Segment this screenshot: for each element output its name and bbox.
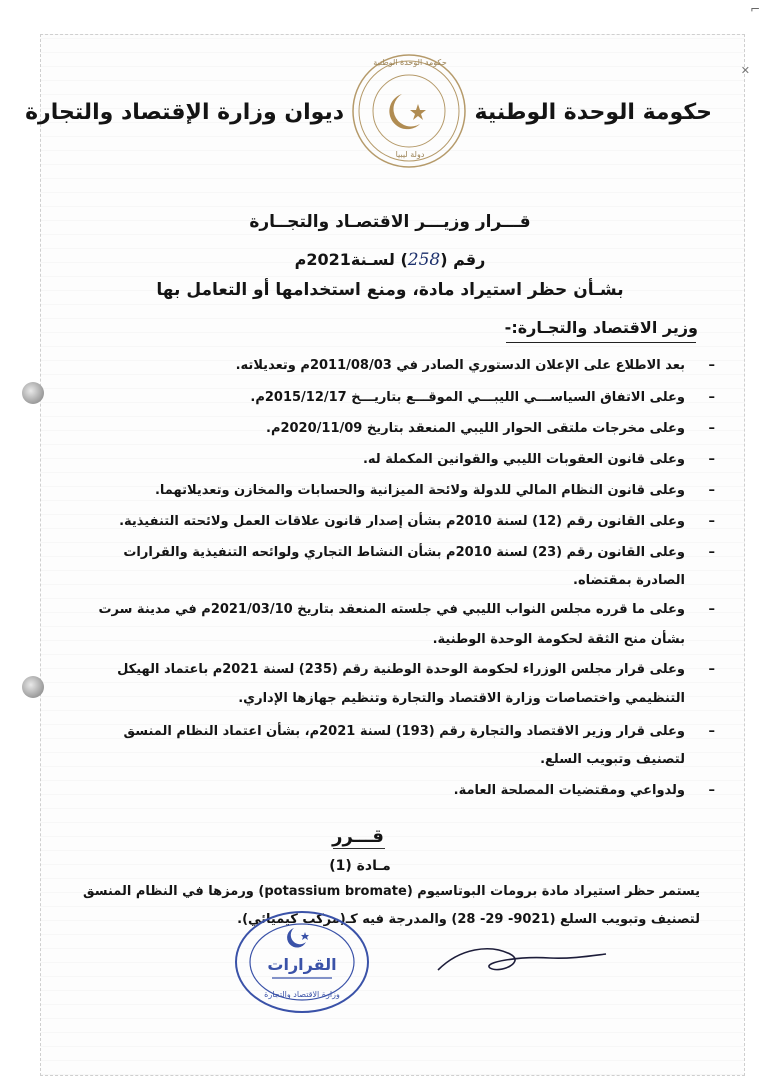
decision-number-handwritten: 258 xyxy=(407,250,441,270)
article-label: مـادة (1) xyxy=(329,858,391,874)
article-body-line: يستمر حظر استيراد مادة برومات البوتاسيوم (potassium bromate) ورمزها في النظام المنسق xyxy=(83,884,700,899)
clause-item: – وعلى الاتفاق السياســـي الليبـــي الموقـــع بتاريـــخ 2015/12/17م. xyxy=(250,390,715,405)
clause-item: – وعلى القانون رقم (23) لسنة 2010م بشأن النشاط التجاري ولوائحه التنفيذية والقرارات xyxy=(123,545,715,560)
clause-item: – وعلى ما قرره مجلس النواب الليبي في جلسته المنعقد بتاريخ 2021/03/10م في مدينة سرت xyxy=(98,602,715,617)
decision-subject: بشـأن حظر استيراد مادة، ومنع استخدامها أو التعامل بها xyxy=(156,280,624,300)
decision-title: قـــرار وزيـــر الاقتصـاد والتجــارة xyxy=(249,212,531,232)
seal-bottom-text: دولة ليبيا xyxy=(395,150,425,159)
side-mark: ✕ xyxy=(740,64,750,77)
decision-number xyxy=(80,250,700,270)
clause-item: – وعلى مخرجات ملتقى الحوار الليبي المنعقد بتاريخ 2020/11/09م. xyxy=(266,421,715,436)
ministry-office: ديوان وزارة الإقتصاد والتجارة xyxy=(25,100,344,125)
clause-item: – بعد الاطلاع على الإعلان الدستوري الصادر في 2011/08/03م وتعديلاته. xyxy=(235,358,715,373)
minister-heading: وزير الاقتصاد والتجـارة:- xyxy=(504,318,698,337)
clause-item: – وعلى القانون رقم (12) لسنة 2010م بشأن إصدار قانون علاقات العمل ولائحته التنفيذية. xyxy=(119,514,715,529)
punch-hole-upper xyxy=(22,382,44,404)
decides-heading: قـــرر xyxy=(332,826,384,847)
heading-underline xyxy=(506,342,696,343)
decision-number-suffix: ) لسـنة2021م xyxy=(294,250,408,269)
clause-continuation: لتصنيف وتبويب السلع. xyxy=(540,752,685,767)
government-name: حكومة الوحدة الوطنية xyxy=(474,100,712,125)
clause-item: – وعلى قانون النظام المالي للدولة ولائحة الميزانية والحسابات والمخازن وتعديلاتهما. xyxy=(154,483,715,498)
decides-underline xyxy=(333,848,385,849)
seal-ring-text: حكومة الوحدة الوطنية xyxy=(373,58,447,67)
clause-continuation: الصادرة بمقتضاه. xyxy=(573,573,685,588)
clause-item: – وعلى قرار مجلس الوزراء لحكومة الوحدة الوطنية رقم (235) لسنة 2021م باعتماد الهيكل xyxy=(117,662,715,677)
corner-mark: ⌐ xyxy=(749,2,760,16)
stamp-center-text: القرارات xyxy=(267,955,337,974)
clause-continuation: بشأن منح الثقة لحكومة الوحدة الوطنية. xyxy=(432,632,685,647)
clause-continuation: التنظيمي واختصاصات وزارة الاقتصاد والتجارة وتنظيم جهازها الإداري. xyxy=(238,691,685,706)
decision-number-prefix: رقم ( xyxy=(440,250,486,269)
clause-item: – وعلى قانون العقوبات الليبي والقوانين المكملة له. xyxy=(362,452,715,467)
stamp-ring-text: وزارة الاقتصاد والتجارة xyxy=(264,990,340,999)
signature-icon xyxy=(430,930,610,980)
clause-item: – وعلى قرار وزير الاقتصاد والتجارة رقم (193) لسنة 2021م، بشأن اعتماد النظام المنسق xyxy=(123,724,715,739)
clause-item: – ولدواعي ومقتضيات المصلحة العامة. xyxy=(453,783,715,798)
punch-hole-lower xyxy=(22,676,44,698)
article-body-line: لتصنيف وتبويب السلع (9021- 29- 28) والمدرجة فيه كـ(مركب كيميائي). xyxy=(237,912,700,927)
